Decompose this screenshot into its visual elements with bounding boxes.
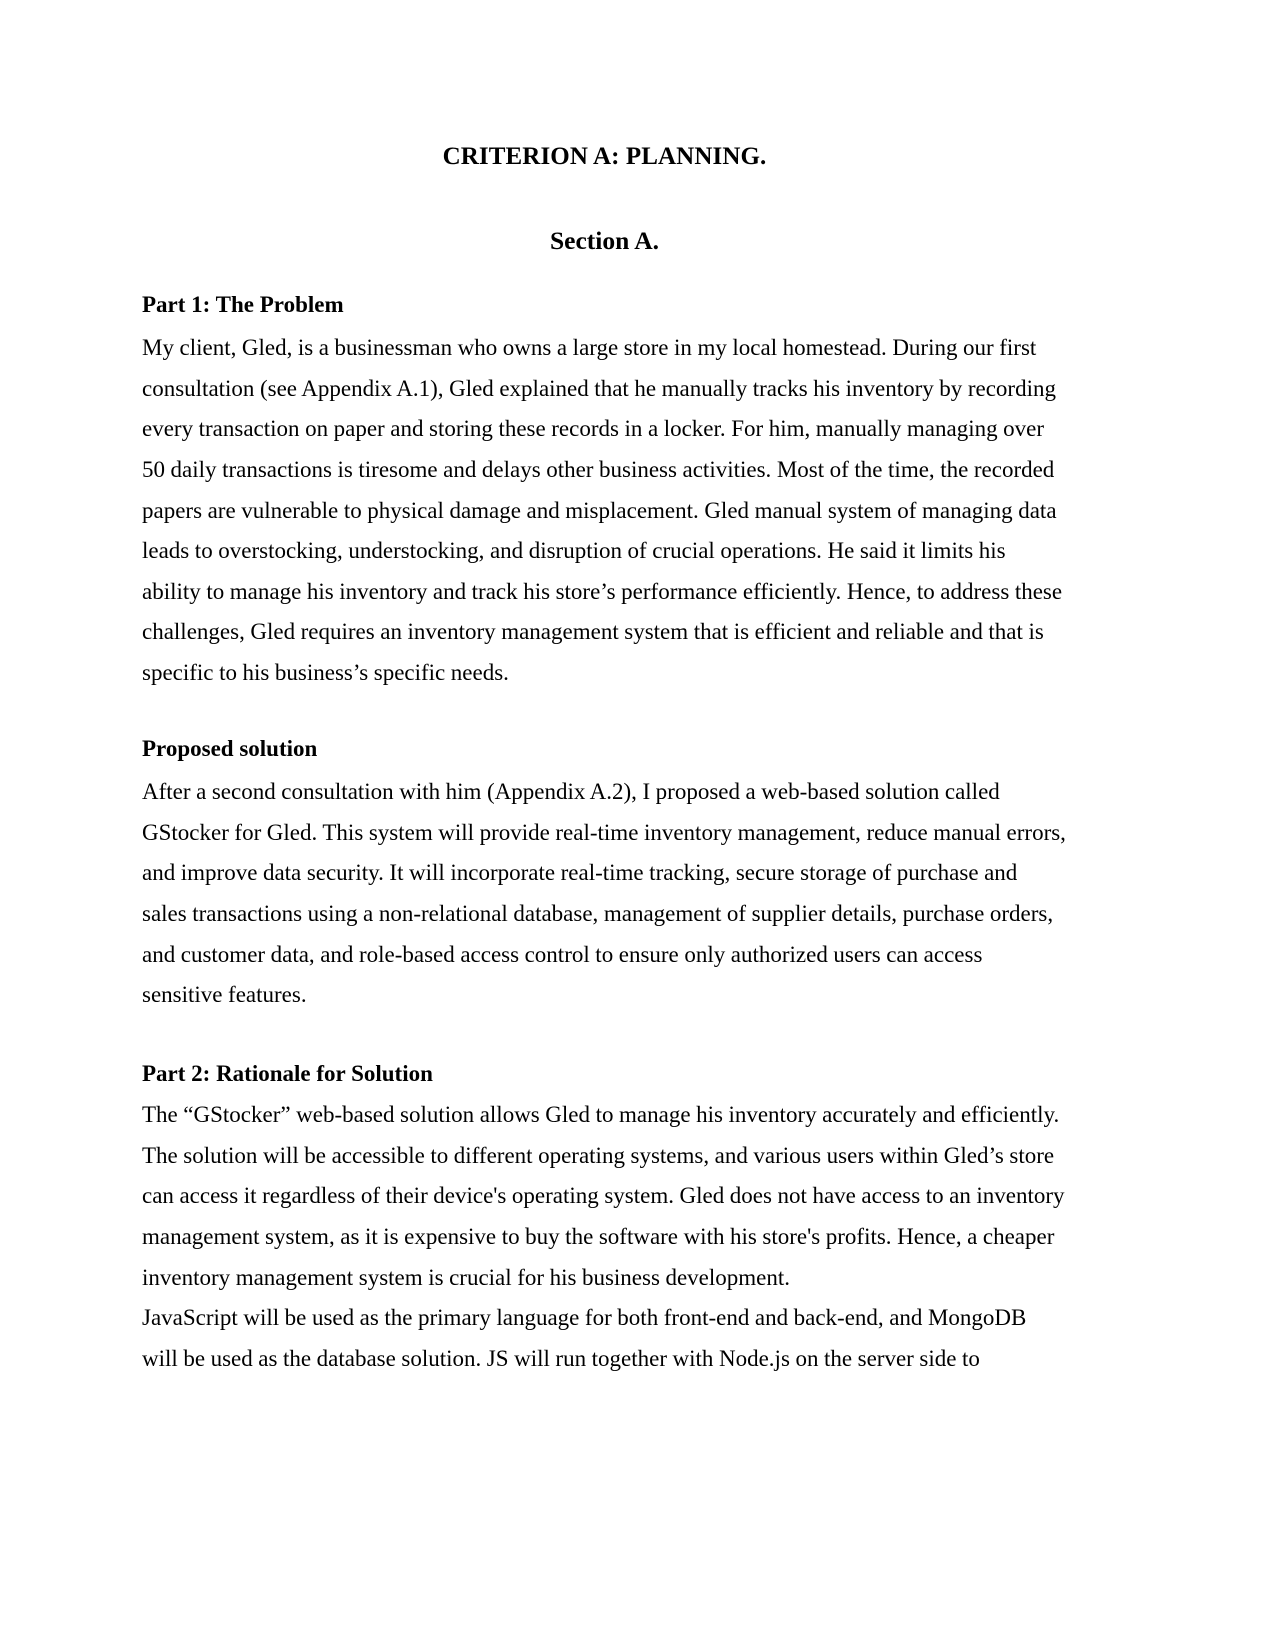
page-title: CRITERION A: PLANNING. (442, 143, 767, 170)
paragraph-proposed-solution: After a second consultation with him (Appendix A.2), I proposed a web-based solution called GStocker for Gled. This system will provide real-time inventory management, reduce manual errors, and improve data security. It will incorporate real-time tracking, secure storage of purchase and sales transactions using a non-relational database, management of supplier details, purchase orders, and customer data, and role-based access control to ensure only authorized users can access sensitive features. (142, 779, 1066, 1008)
heading-part-2: Part 2: Rationale for Solution (142, 1060, 433, 1086)
document-body (142, 0, 1067, 1379)
section-title: Section A. (549, 226, 660, 255)
heading-part-1: Part 1: The Problem (142, 291, 344, 317)
paragraph-rationale: The “GStocker” web-based solution allows Gled to manage his inventory accurately and efficiently. The solution will be accessible to different operating systems, and various users within Gled’s store can access it regardless of their device's operating system. Gled does not have access to an inventory management system, as it is expensive to buy the software with his store's profits. Hence, a cheaper inventory management system is crucial for his business development. (142, 1102, 1065, 1290)
paragraph-javascript: JavaScript will be used as the primary language for both front-end and back-end, and MongoDB will be used as the database solution. JS will run together with Node.js on the server side to (142, 1305, 1027, 1371)
paragraph-problem: My client, Gled, is a businessman who owns a large store in my local homestead. During our first consultation (see Appendix A.1), Gled explained that he manually tracks his inventory by recording every transaction on paper and storing these records in a locker. For him, manually managing over 50 daily transactions is tiresome and delays other business activities. Most of the time, the recorded papers are vulnerable to physical damage and misplacement. Gled manual system of managing data leads to overstocking, understocking, and disruption of crucial operations. He said it limits his ability to manage his inventory and track his store’s performance efficiently. Hence, to address these challenges, Gled requires an inventory management system that is efficient and reliable and that is specific to his business’s specific needs. (142, 335, 1063, 685)
heading-proposed-solution: Proposed solution (142, 735, 318, 761)
